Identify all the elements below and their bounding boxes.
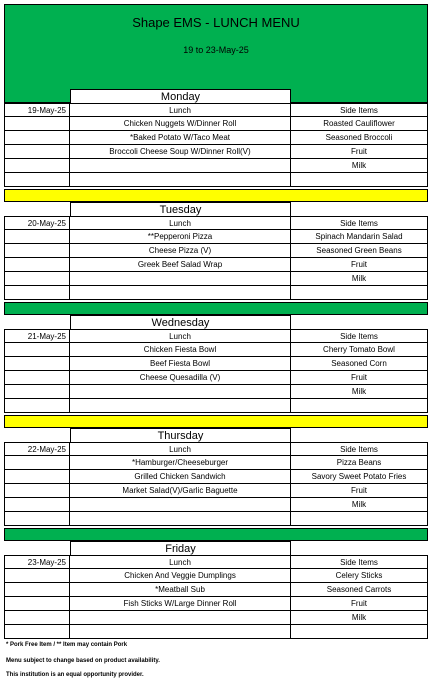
lunch-item: Chicken Nuggets W/Dinner Roll — [70, 117, 291, 131]
side-items-column-label: Side Items — [291, 442, 428, 456]
side-item: Seasoned Corn — [291, 357, 428, 371]
day-label-row — [4, 442, 428, 456]
side-item — [291, 512, 428, 526]
empty-date-cell — [4, 145, 70, 159]
day-date: 21-May-25 — [4, 329, 70, 343]
side-item: Spinach Mandarin Salad — [291, 230, 428, 244]
side-item: Fruit — [291, 145, 428, 159]
menu-row — [4, 470, 428, 484]
side-item: Milk — [291, 498, 428, 512]
menu-row — [4, 456, 428, 470]
lunch-item: Market Salad(V)/Garlic Baguette — [70, 484, 291, 498]
day-date: 23-May-25 — [4, 555, 70, 569]
day-label-row — [4, 103, 428, 117]
lunch-item — [70, 173, 291, 187]
lunch-item: Broccoli Cheese Soup W/Dinner Roll(V) — [70, 145, 291, 159]
side-item: Milk — [291, 385, 428, 399]
empty-date-cell — [4, 258, 70, 272]
note-equal-opportunity: This institution is an equal opportunity provider. — [6, 672, 144, 678]
menu-row — [4, 371, 428, 385]
lunch-column-label: Lunch — [70, 555, 291, 569]
day-label-row — [4, 329, 428, 343]
side-item — [291, 625, 428, 639]
lunch-column-label: Lunch — [70, 103, 291, 117]
day-label-row — [4, 555, 428, 569]
menu-title: Shape EMS - LUNCH MENU — [132, 15, 300, 30]
menu-row — [4, 244, 428, 258]
side-items-column-label: Side Items — [291, 216, 428, 230]
day-separator — [4, 528, 428, 541]
lunch-item — [70, 611, 291, 625]
lunch-column-label: Lunch — [70, 329, 291, 343]
lunch-item — [70, 498, 291, 512]
side-item — [291, 286, 428, 300]
day-header-thursday: Thursday — [70, 428, 291, 442]
empty-date-cell — [4, 399, 70, 413]
lunch-item: **Pepperoni Pizza — [70, 230, 291, 244]
side-item: Roasted Cauliflower — [291, 117, 428, 131]
side-item: Milk — [291, 272, 428, 286]
day-header-monday: Monday — [70, 89, 291, 103]
menu-date-range: 19 to 23-May-25 — [183, 45, 249, 55]
lunch-item — [70, 512, 291, 526]
empty-date-cell — [4, 286, 70, 300]
empty-date-cell — [4, 583, 70, 597]
menu-row — [4, 385, 428, 399]
menu-row — [4, 131, 428, 145]
lunch-item — [70, 385, 291, 399]
day-date: 19-May-25 — [4, 103, 70, 117]
menu-row — [4, 597, 428, 611]
menu-row — [4, 357, 428, 371]
side-item: Fruit — [291, 258, 428, 272]
side-item: Milk — [291, 611, 428, 625]
empty-date-cell — [4, 484, 70, 498]
empty-date-cell — [4, 173, 70, 187]
side-item — [291, 399, 428, 413]
empty-date-cell — [4, 343, 70, 357]
lunch-item — [70, 625, 291, 639]
menu-row — [4, 230, 428, 244]
side-items-column-label: Side Items — [291, 329, 428, 343]
empty-date-cell — [4, 611, 70, 625]
lunch-item — [70, 272, 291, 286]
empty-date-cell — [4, 244, 70, 258]
menu-row — [4, 343, 428, 357]
menu-row — [4, 159, 428, 173]
menu-row — [4, 286, 428, 300]
menu-row — [4, 583, 428, 597]
side-item: Milk — [291, 159, 428, 173]
empty-date-cell — [4, 272, 70, 286]
day-separator — [4, 302, 428, 315]
side-item: Fruit — [291, 484, 428, 498]
menu-row — [4, 173, 428, 187]
menu-row — [4, 569, 428, 583]
lunch-item: Fish Sticks W/Large Dinner Roll — [70, 597, 291, 611]
menu-row — [4, 258, 428, 272]
lunch-item: *Meatball Sub — [70, 583, 291, 597]
side-item: Fruit — [291, 597, 428, 611]
empty-date-cell — [4, 569, 70, 583]
lunch-item: Grilled Chicken Sandwich — [70, 470, 291, 484]
lunch-column-label: Lunch — [70, 216, 291, 230]
lunch-item: Cheese Pizza (V) — [70, 244, 291, 258]
empty-date-cell — [4, 597, 70, 611]
empty-date-cell — [4, 625, 70, 639]
menu-row — [4, 399, 428, 413]
lunch-item: *Hamburger/Cheeseburger — [70, 456, 291, 470]
side-item: Pizza Beans — [291, 456, 428, 470]
menu-row — [4, 272, 428, 286]
lunch-item: Cheese Quesadilla (V) — [70, 371, 291, 385]
lunch-item: *Baked Potato W/Taco Meat — [70, 131, 291, 145]
day-header-wednesday: Wednesday — [70, 315, 291, 329]
lunch-item: Greek Beef Salad Wrap — [70, 258, 291, 272]
empty-date-cell — [4, 117, 70, 131]
menu-row — [4, 498, 428, 512]
lunch-column-label: Lunch — [70, 442, 291, 456]
side-item: Seasoned Carrots — [291, 583, 428, 597]
empty-date-cell — [4, 230, 70, 244]
menu-row — [4, 484, 428, 498]
day-header-tuesday: Tuesday — [70, 202, 291, 216]
day-separator — [4, 415, 428, 428]
empty-date-cell — [4, 159, 70, 173]
side-items-column-label: Side Items — [291, 555, 428, 569]
side-item: Fruit — [291, 371, 428, 385]
side-items-column-label: Side Items — [291, 103, 428, 117]
day-date: 20-May-25 — [4, 216, 70, 230]
empty-date-cell — [4, 385, 70, 399]
lunch-item — [70, 286, 291, 300]
menu-row — [4, 145, 428, 159]
lunch-item — [70, 159, 291, 173]
day-header-friday: Friday — [70, 541, 291, 555]
side-item — [291, 173, 428, 187]
lunch-item: Chicken And Veggie Dumplings — [70, 569, 291, 583]
side-item: Savory Sweet Potato Fries — [291, 470, 428, 484]
side-item: Seasoned Green Beans — [291, 244, 428, 258]
day-date: 22-May-25 — [4, 442, 70, 456]
day-label-row — [4, 216, 428, 230]
empty-date-cell — [4, 512, 70, 526]
day-separator — [4, 189, 428, 202]
side-item: Seasoned Broccoli — [291, 131, 428, 145]
empty-date-cell — [4, 470, 70, 484]
lunch-item: Chicken Fiesta Bowl — [70, 343, 291, 357]
note-pork: * Pork Free Item / ** Item may contain Pork — [6, 642, 128, 648]
menu-row — [4, 625, 428, 639]
side-item: Cherry Tomato Bowl — [291, 343, 428, 357]
menu-row — [4, 117, 428, 131]
empty-date-cell — [4, 456, 70, 470]
empty-date-cell — [4, 131, 70, 145]
empty-date-cell — [4, 371, 70, 385]
menu-row — [4, 512, 428, 526]
lunch-item — [70, 399, 291, 413]
side-item: Celery Sticks — [291, 569, 428, 583]
empty-date-cell — [4, 498, 70, 512]
empty-date-cell — [4, 357, 70, 371]
menu-row — [4, 611, 428, 625]
note-availability: Menu subject to change based on product availability. — [6, 658, 160, 664]
lunch-item: Beef Fiesta Bowl — [70, 357, 291, 371]
